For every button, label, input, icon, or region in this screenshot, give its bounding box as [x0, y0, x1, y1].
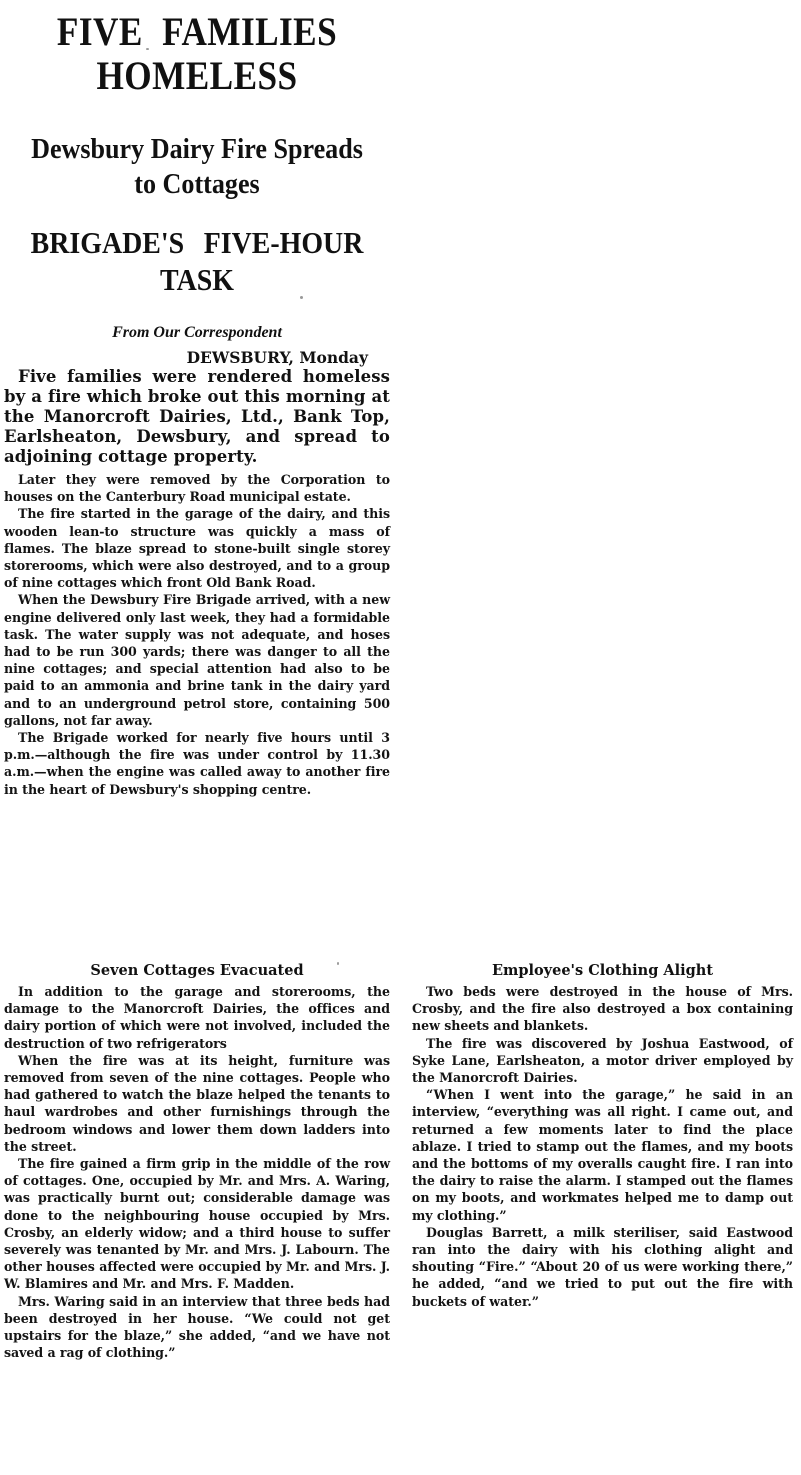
print-speck: [300, 296, 303, 299]
body-paragraph: Mrs. Waring said in an interview that three beds had been destroyed in her house. “We could not get upstairs for the blaze,” she added, “and we have not saved a rag of clothing.”: [4, 1293, 390, 1361]
section-seven-cottages: [4, 948, 390, 1361]
subheadline: [23, 132, 370, 202]
body-paragraph: When the Dewsbury Fire Brigade arrived, with a new engine delivered only last week, they had a formidable task. The water supply was not adequate, and hoses had to be run 300 yards; there was danger to all the nine cottages; and special attention had also to be paid to an ammonia and brine tank in the dairy yard and to an underground petrol store, containing 500 gallons, not far away.: [4, 592, 390, 728]
body-paragraph: The fire started in the garage of the dairy, and this wooden lean-to structure was quickly a mass of flames. The blaze spread to stone-built single storey storerooms, which were also destroyed, and to a group of nine cottages which front Old Bank Road.: [4, 506, 390, 591]
body-paragraph: “When I went into the garage,” he said in an interview, “everything was all right. I came out, and returned a few moments later to find the place ablaze. I tried to stamp out the flames, and my boots and the bottoms of my overalls caught fire. I ran into the dairy to raise the alarm. I stamped out the flames on my boots, and workmates helped me to damp out my clothing.”: [412, 1087, 793, 1223]
body-paragraph: Two beds were destroyed in the house of Mrs. Crosby, and the fire also destroyed a box containing new sheets and blankets.: [412, 984, 793, 1034]
print-speck: [146, 48, 149, 50]
section-subhead: Employee's Clothing Alight: [491, 962, 714, 979]
headline-word: FAMILIES: [162, 9, 338, 54]
deck-line-1: BRIGADE'S FIVE-HOUR: [30, 225, 364, 260]
section-employee-clothing: [412, 948, 793, 1310]
section-subhead: Seven Cottages Evacuated: [90, 962, 304, 979]
byline: From Our Correspondent: [112, 324, 282, 341]
subheadline-line-2: to Cottages: [134, 168, 260, 200]
lead-paragraph: Five families were rendered homeless by a fire which broke out this morning at the Manorcroft Dairies, Ltd., Bank Top, Earlsheaton, Dewsbury, and spread to adjoining cottage property.: [4, 367, 390, 466]
body-paragraph: The fire was discovered by Joshua Eastwood, of Syke Lane, Earlsheaton, a motor driver employed by the Manorcroft Dairies.: [412, 1035, 793, 1086]
headline: [27, 10, 367, 98]
body-paragraph: The Brigade worked for nearly five hours until 3 p.m.—although the fire was under control by 11.30 a.m.—when the engine was called away to another fire in the heart of Dewsbury's shopping centre.: [4, 730, 390, 797]
body-paragraph: The fire gained a firm grip in the middle of the row of cottages. One, occupied by Mr. and Mrs. A. Waring, was practically burnt out; considerable damage was done to the neighbouring house occupied by Mrs. Crosby, an elderly widow; and a third house to suffer severely was tenanted by Mr. and Mrs. J. Labourn. The other houses affected were occupied by Mr. and Mrs. J. W. Blamires and Mr. and Mrs. F. Madden.: [4, 1156, 390, 1292]
article-top-column: [4, 0, 390, 798]
dateline: DEWSBURY, Monday: [186, 348, 368, 367]
body-paragraph: Douglas Barrett, a milk steriliser, said Eastwood ran into the dairy with his clothing alight and shouting “Fire.” “About 20 of us were working there,” he added, “and we tried to put out the fire with buckets of water.”: [412, 1224, 793, 1309]
print-speck: [337, 962, 339, 965]
headline-line-1: [27, 10, 367, 54]
body-paragraph: When the fire was at its height, furniture was removed from seven of the nine cottages. People who had gathered to watch the blaze helped the tenants to haul wardrobes and other furnishings through the bedroom windows and lower them down ladders into the street.: [4, 1052, 390, 1154]
deck-headline: [23, 224, 370, 298]
deck-line-2: TASK: [160, 262, 234, 297]
subheadline-line-1: Dewsbury Dairy Fire Spreads: [31, 133, 363, 165]
body-paragraph: Later they were removed by the Corporation to houses on the Canterbury Road municipal estate.: [4, 472, 390, 505]
body-paragraph: In addition to the garage and storerooms, the damage to the Manorcroft Dairies, the offices and dairy portion of which were not involved, included the destruction of two refrigerators: [4, 984, 390, 1051]
headline-line-2: HOMELESS: [96, 53, 298, 98]
headline-word: FIVE: [56, 9, 143, 54]
